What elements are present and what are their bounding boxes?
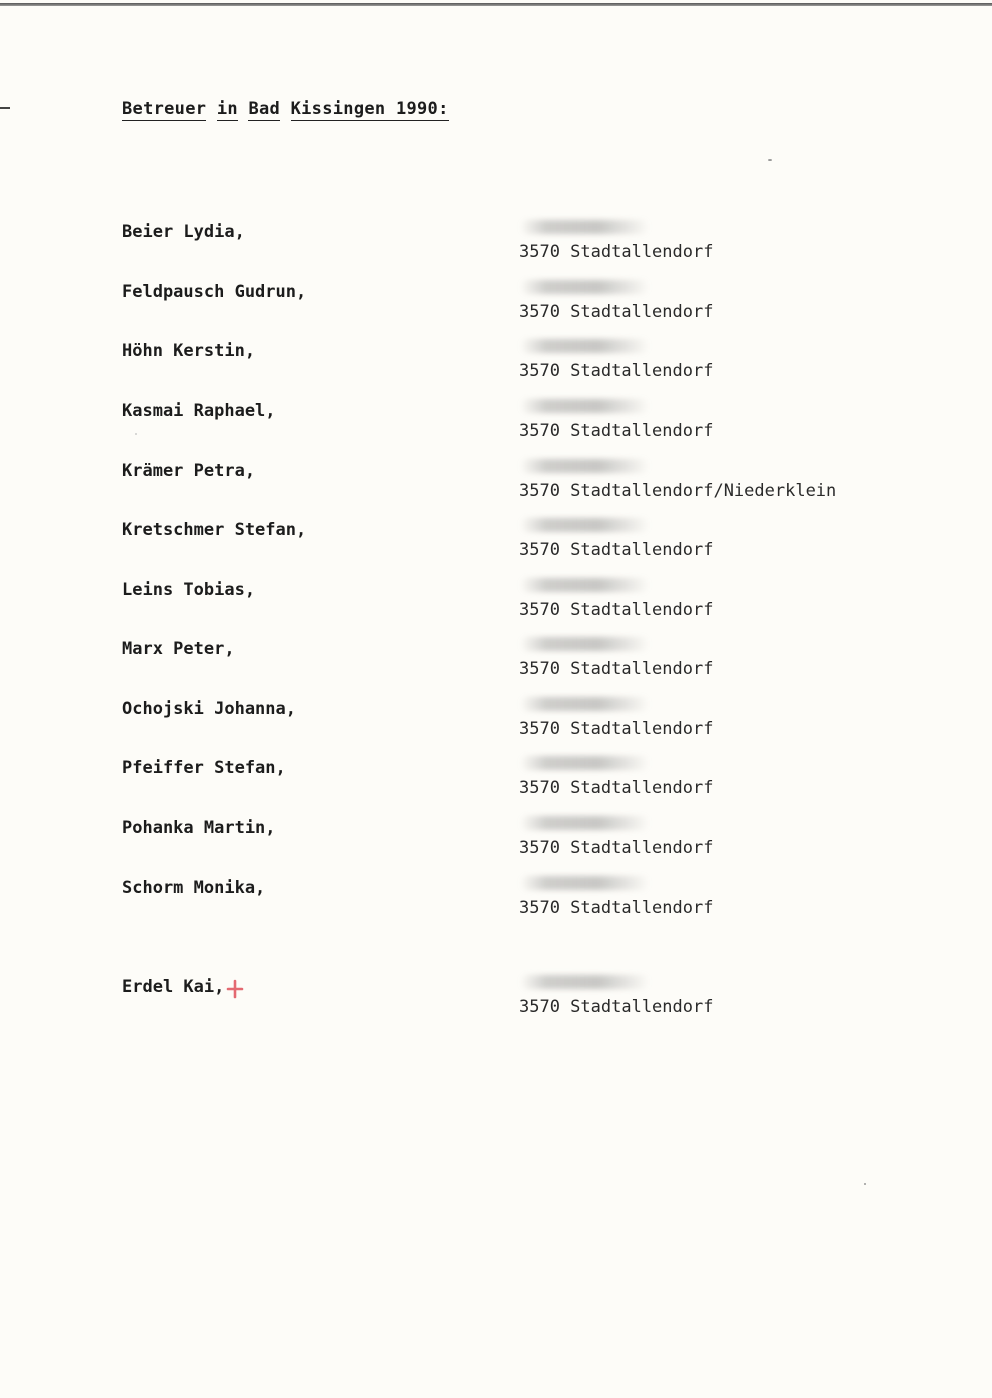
list-item bbox=[0, 282, 992, 332]
paper-speck bbox=[768, 159, 772, 161]
list-item bbox=[0, 639, 992, 689]
page-title bbox=[122, 99, 449, 119]
city-line: 3570 Stadtallendorf bbox=[519, 898, 714, 918]
city-line: 3570 Stadtallendorf bbox=[519, 778, 714, 798]
city-line: 3570 Stadtallendorf bbox=[519, 421, 714, 441]
person-name: Pohanka Martin, bbox=[122, 818, 276, 838]
list-item bbox=[0, 401, 992, 451]
redacted-street bbox=[520, 339, 650, 353]
paper-speck bbox=[864, 1183, 866, 1185]
person-name: Leins Tobias, bbox=[122, 580, 256, 600]
redacted-street bbox=[520, 816, 650, 830]
person-name: Schorm Monika, bbox=[122, 878, 266, 898]
top-edge-rule bbox=[0, 3, 992, 6]
person-name: Höhn Kerstin, bbox=[122, 341, 256, 361]
list-item bbox=[0, 222, 992, 272]
person-name: Krämer Petra, bbox=[122, 461, 256, 481]
redacted-street bbox=[520, 756, 650, 770]
red-cross-icon bbox=[225, 979, 245, 999]
person-name: Feldpausch Gudrun, bbox=[122, 282, 307, 302]
person-name: Marx Peter, bbox=[122, 639, 235, 659]
city-line: 3570 Stadtallendorf bbox=[519, 302, 714, 322]
redacted-street bbox=[520, 975, 650, 989]
city-line: 3570 Stadtallendorf/Niederklein bbox=[519, 481, 837, 501]
redacted-street bbox=[520, 399, 650, 413]
city-line: 3570 Stadtallendorf bbox=[519, 540, 714, 560]
list-item bbox=[0, 520, 992, 570]
city-line: 3570 Stadtallendorf bbox=[519, 361, 714, 381]
list-item bbox=[0, 461, 992, 511]
title-word-2: in bbox=[216, 99, 238, 119]
person-name: Kasmai Raphael, bbox=[122, 401, 276, 421]
redacted-street bbox=[520, 518, 650, 532]
city-line: 3570 Stadtallendorf bbox=[519, 719, 714, 739]
redacted-street bbox=[520, 876, 650, 890]
list-item-final bbox=[0, 977, 992, 1027]
city-line: 3570 Stadtallendorf bbox=[519, 659, 714, 679]
person-name: Erdel Kai, bbox=[122, 977, 225, 997]
title-word-1: Betreuer bbox=[122, 99, 207, 119]
paper-speck bbox=[135, 433, 137, 435]
redacted-street bbox=[520, 459, 650, 473]
redacted-street bbox=[520, 280, 650, 294]
city-line: 3570 Stadtallendorf bbox=[519, 600, 714, 620]
person-name: Beier Lydia, bbox=[122, 222, 245, 242]
person-name: Kretschmer Stefan, bbox=[122, 520, 307, 540]
list-item bbox=[0, 580, 992, 630]
redacted-street bbox=[520, 578, 650, 592]
list-item bbox=[0, 758, 992, 808]
person-name: Pfeiffer Stefan, bbox=[122, 758, 286, 778]
city-line: 3570 Stadtallendorf bbox=[519, 242, 714, 262]
list-item bbox=[0, 878, 992, 928]
city-line: 3570 Stadtallendorf bbox=[519, 838, 714, 858]
list-item bbox=[0, 341, 992, 391]
redacted-street bbox=[520, 220, 650, 234]
person-name: Ochojski Johanna, bbox=[122, 699, 296, 719]
list-item bbox=[0, 818, 992, 868]
title-word-3: Bad bbox=[248, 99, 281, 119]
city-line: 3570 Stadtallendorf bbox=[519, 997, 714, 1017]
margin-tick bbox=[0, 107, 10, 109]
redacted-street bbox=[520, 637, 650, 651]
list-item bbox=[0, 699, 992, 749]
title-word-4: Kissingen 1990: bbox=[290, 99, 449, 119]
redacted-street bbox=[520, 697, 650, 711]
